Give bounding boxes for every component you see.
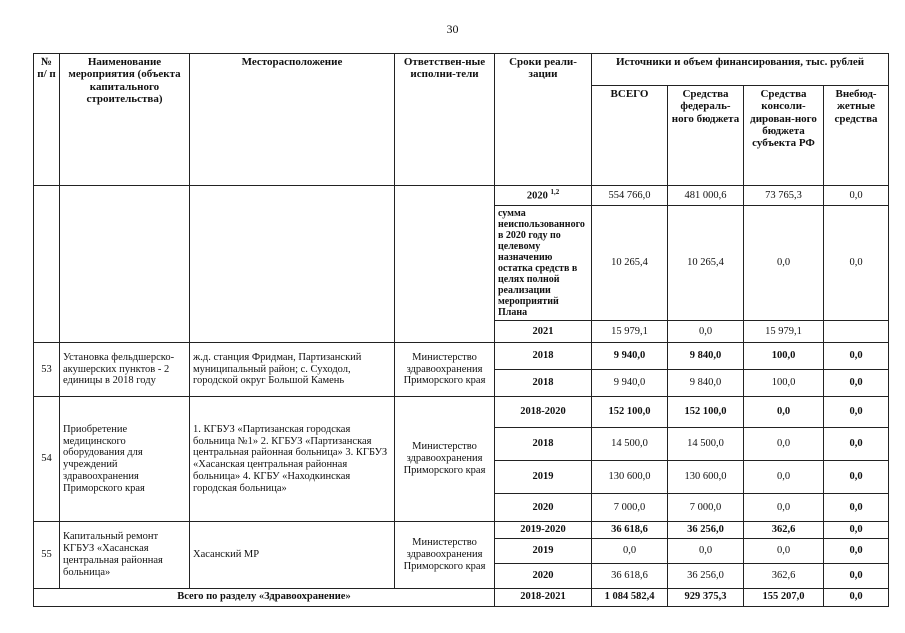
total-cell: 0,0 [592, 538, 668, 563]
total-cell: 9 940,0 [592, 370, 668, 397]
total-row [34, 588, 889, 606]
num-cell: 53 [34, 343, 60, 397]
total-cell: 554 766,0 [592, 186, 668, 206]
header-offbudget: Внебюд-жетные средства [824, 86, 889, 186]
header-sources: Источники и объем финансирования, тыс. рублей [592, 54, 889, 86]
offbudget-cell: 0,0 [824, 206, 889, 321]
header-location: Месторасположение [190, 54, 395, 186]
regional-cell: 0,0 [744, 206, 824, 321]
offbudget-cell: 0,0 [824, 563, 889, 588]
num-cell: 54 [34, 397, 60, 522]
regional-cell: 362,6 [744, 522, 824, 539]
offbudget-cell: 0,0 [824, 428, 889, 461]
regional-cell: 155 207,0 [744, 588, 824, 606]
section-total-label: Всего по разделу «Здравоохранение» [34, 588, 495, 606]
regional-cell: 0,0 [744, 461, 824, 494]
location-cell: 1. КГБУЗ «Партизанская городская больница №1» 2. КГБУЗ «Партизанская центральная районная больница» 3. КГБУЗ «Хасанская центральная районная больница» 4. КГБУ «Находкинская городская больница» [190, 397, 395, 522]
header-executors: Ответствен-ные исполни-тели [395, 54, 495, 186]
offbudget-cell: 0,0 [824, 522, 889, 539]
term-cell: 2021 [495, 321, 592, 343]
total-cell: 10 265,4 [592, 206, 668, 321]
page-number: 30 [446, 22, 459, 36]
federal-cell: 152 100,0 [668, 397, 744, 428]
regional-cell: 73 765,3 [744, 186, 824, 206]
term-cell: 2020 $^{1,2}$ [495, 186, 592, 206]
location-cell [190, 186, 395, 343]
total-cell: 7 000,0 [592, 494, 668, 522]
term-cell: 2018 [495, 370, 592, 397]
executor-cell: Министерство здравоохранения Приморского края [395, 343, 495, 397]
num-cell: 55 [34, 522, 60, 589]
offbudget-cell [824, 321, 889, 343]
location-cell: ж.д. станция Фридман, Партизанский муниципальный район; с. Суходол, городской округ Большой Камень [190, 343, 395, 397]
location-cell: Хасанский МР [190, 522, 395, 589]
financing-table [33, 53, 889, 607]
header-federal: Средства федераль-ного бюджета [668, 86, 744, 186]
name-cell: Капитальный ремонт КГБУЗ «Хасанская центральная районная больница» [60, 522, 190, 589]
federal-cell: 36 256,0 [668, 563, 744, 588]
federal-cell: 0,0 [668, 538, 744, 563]
name-cell [60, 186, 190, 343]
executor-cell: Министерство здравоохранения Приморского края [395, 397, 495, 522]
regional-cell: 362,6 [744, 563, 824, 588]
federal-cell: 36 256,0 [668, 522, 744, 539]
total-cell: 130 600,0 [592, 461, 668, 494]
header-name: Наименование мероприятия (объекта капитального строительства) [60, 54, 190, 186]
regional-cell: 100,0 [744, 370, 824, 397]
federal-cell: 10 265,4 [668, 206, 744, 321]
term-cell: 2019 [495, 461, 592, 494]
offbudget-cell: 0,0 [824, 343, 889, 370]
term-cell: 2019 [495, 538, 592, 563]
total-cell: 152 100,0 [592, 397, 668, 428]
table-row [34, 397, 889, 428]
regional-cell: 0,0 [744, 494, 824, 522]
header-regional: Средства консоли-дирован-ного бюджета субъекта РФ [744, 86, 824, 186]
term-cell: 2018 [495, 428, 592, 461]
table-row [34, 522, 889, 539]
federal-cell: 929 375,3 [668, 588, 744, 606]
term-cell: 2018 [495, 343, 592, 370]
executor-cell [395, 186, 495, 343]
offbudget-cell: 0,0 [824, 588, 889, 606]
header-total: ВСЕГО [592, 86, 668, 186]
offbudget-cell: 0,0 [824, 370, 889, 397]
federal-cell: 130 600,0 [668, 461, 744, 494]
total-cell: 36 618,6 [592, 522, 668, 539]
executor-cell: Министерство здравоохранения Приморского края [395, 522, 495, 589]
total-cell: 9 940,0 [592, 343, 668, 370]
table-row [34, 343, 889, 370]
offbudget-cell: 0,0 [824, 397, 889, 428]
term-cell: 2020 [495, 494, 592, 522]
total-cell: 1 084 582,4 [592, 588, 668, 606]
regional-cell: 100,0 [744, 343, 824, 370]
federal-cell: 0,0 [668, 321, 744, 343]
regional-cell: 0,0 [744, 538, 824, 563]
term-note-cell: сумма неиспользованного в 2020 году по целевому назначению остатка средств в целях полной реализации мероприятий Плана [495, 206, 592, 321]
term-cell: 2020 [495, 563, 592, 588]
total-cell: 15 979,1 [592, 321, 668, 343]
offbudget-cell: 0,0 [824, 186, 889, 206]
table-row [34, 186, 889, 206]
term-cell: 2019-2020 [495, 522, 592, 539]
name-cell: Приобретение медицинского оборудования для учреждений здравоохранения Приморского края [60, 397, 190, 522]
regional-cell: 15 979,1 [744, 321, 824, 343]
offbudget-cell: 0,0 [824, 461, 889, 494]
term-cell: 2018-2021 [495, 588, 592, 606]
federal-cell: 9 840,0 [668, 370, 744, 397]
term-cell: 2018-2020 [495, 397, 592, 428]
regional-cell: 0,0 [744, 428, 824, 461]
num-cell [34, 186, 60, 343]
regional-cell: 0,0 [744, 397, 824, 428]
header-terms: Сроки реали-зации [495, 54, 592, 186]
header-num: № п/ п [34, 54, 60, 186]
offbudget-cell: 0,0 [824, 538, 889, 563]
total-cell: 36 618,6 [592, 563, 668, 588]
federal-cell: 9 840,0 [668, 343, 744, 370]
federal-cell: 14 500,0 [668, 428, 744, 461]
federal-cell: 481 000,6 [668, 186, 744, 206]
federal-cell: 7 000,0 [668, 494, 744, 522]
name-cell: Установка фельдшерско-акушерских пунктов - 2 единицы в 2018 году [60, 343, 190, 397]
total-cell: 14 500,0 [592, 428, 668, 461]
offbudget-cell: 0,0 [824, 494, 889, 522]
